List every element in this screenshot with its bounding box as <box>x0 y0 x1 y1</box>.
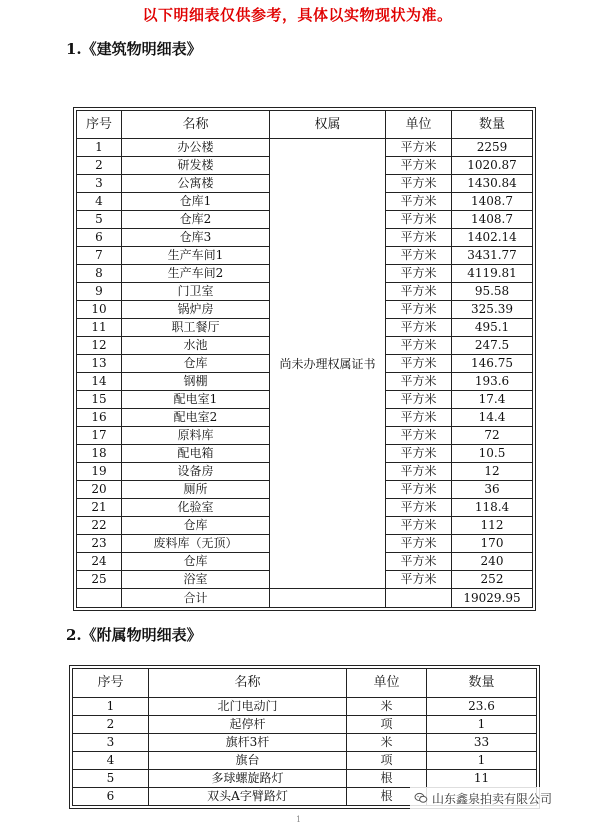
cell-quantity: 1 <box>427 716 537 734</box>
cell-index: 1 <box>73 698 149 716</box>
cell-unit: 平方米 <box>386 571 452 589</box>
cell-name: 仓库 <box>122 553 270 571</box>
section2-title: 2.《附属物明细表》 <box>66 626 202 644</box>
publisher-watermark <box>410 787 556 809</box>
cell-unit: 平方米 <box>386 157 452 175</box>
cell-name: 配电箱 <box>122 445 270 463</box>
cell-unit: 平方米 <box>386 283 452 301</box>
cell-unit: 项 <box>347 752 427 770</box>
cell-unit: 平方米 <box>386 391 452 409</box>
cell-name: 仓库 <box>122 355 270 373</box>
cell-index: 3 <box>73 734 149 752</box>
cell-index: 24 <box>77 553 122 571</box>
cell-name: 配电室2 <box>122 409 270 427</box>
cell-index: 7 <box>77 247 122 265</box>
table-row <box>73 716 537 734</box>
cell-name: 双头A字臂路灯 <box>149 788 347 806</box>
cell-quantity: 1408.7 <box>452 211 533 229</box>
cell-index: 15 <box>77 391 122 409</box>
cell-unit: 米 <box>347 734 427 752</box>
cell-quantity: 10.5 <box>452 445 533 463</box>
table-row <box>73 734 537 752</box>
cell-name: 起停杆 <box>149 716 347 734</box>
cell-index: 11 <box>77 319 122 337</box>
cell-unit: 平方米 <box>386 265 452 283</box>
cell-quantity: 33 <box>427 734 537 752</box>
cell-index: 23 <box>77 535 122 553</box>
cell-unit: 平方米 <box>386 337 452 355</box>
cell-index: 14 <box>77 373 122 391</box>
page-number: 1 <box>296 815 302 824</box>
cell-quantity: 1 <box>427 752 537 770</box>
cell-unit: 平方米 <box>386 193 452 211</box>
notice-text: 以下明细表仅供参考，具体以实物现状为准。 <box>142 6 453 24</box>
cell-unit: 平方米 <box>386 247 452 265</box>
cell-name: 水池 <box>122 337 270 355</box>
cell-unit: 平方米 <box>386 517 452 535</box>
auxiliary-table <box>72 668 537 806</box>
cell-quantity: 95.58 <box>452 283 533 301</box>
col-header-ownership: 权属 <box>270 111 386 139</box>
cell-index: 6 <box>77 229 122 247</box>
cell-name: 原料库 <box>122 427 270 445</box>
cell-index: 25 <box>77 571 122 589</box>
cell-quantity: 1408.7 <box>452 193 533 211</box>
cell-quantity: 112 <box>452 517 533 535</box>
cell-index: 19 <box>77 463 122 481</box>
cell-name: 研发楼 <box>122 157 270 175</box>
cell-quantity: 14.4 <box>452 409 533 427</box>
cell-quantity: 4119.81 <box>452 265 533 283</box>
cell-name: 浴室 <box>122 571 270 589</box>
cell-name: 旗杆3杆 <box>149 734 347 752</box>
table-row <box>73 752 537 770</box>
cell-name: 旗台 <box>149 752 347 770</box>
cell-quantity: 118.4 <box>452 499 533 517</box>
col-header-index: 序号 <box>77 111 122 139</box>
cell-quantity: 252 <box>452 571 533 589</box>
cell-name: 公寓楼 <box>122 175 270 193</box>
cell-index: 3 <box>77 175 122 193</box>
cell-quantity: 12 <box>452 463 533 481</box>
cell-index: 2 <box>73 716 149 734</box>
cell-unit: 平方米 <box>386 211 452 229</box>
cell-index: 17 <box>77 427 122 445</box>
cell-name: 生产车间2 <box>122 265 270 283</box>
section1-title: 1.《建筑物明细表》 <box>66 40 202 58</box>
cell-index: 6 <box>73 788 149 806</box>
cell-index: 9 <box>77 283 122 301</box>
cell-unit: 平方米 <box>386 499 452 517</box>
table-row <box>77 139 533 157</box>
cell-name: 仓库3 <box>122 229 270 247</box>
cell-name: 门卫室 <box>122 283 270 301</box>
cell-ownership: 尚未办理权属证书 <box>270 139 386 589</box>
cell-quantity: 495.1 <box>452 319 533 337</box>
cell-index: 20 <box>77 481 122 499</box>
cell-quantity: 36 <box>452 481 533 499</box>
cell-index: 2 <box>77 157 122 175</box>
cell-unit: 平方米 <box>386 481 452 499</box>
cell-quantity: 1020.87 <box>452 157 533 175</box>
cell-unit: 平方米 <box>386 175 452 193</box>
cell-index: 4 <box>77 193 122 211</box>
cell-name: 厕所 <box>122 481 270 499</box>
cell-unit: 平方米 <box>386 229 452 247</box>
cell-quantity: 193.6 <box>452 373 533 391</box>
cell-unit: 平方米 <box>386 301 452 319</box>
cell-index: 18 <box>77 445 122 463</box>
cell-unit: 平方米 <box>386 139 452 157</box>
col-header-name: 名称 <box>149 669 347 698</box>
col-header-unit: 单位 <box>386 111 452 139</box>
col-header-quantity: 数量 <box>427 669 537 698</box>
cell-quantity: 240 <box>452 553 533 571</box>
cell-quantity: 325.39 <box>452 301 533 319</box>
col-header-unit: 单位 <box>347 669 427 698</box>
cell-name: 仓库2 <box>122 211 270 229</box>
cell-index: 12 <box>77 337 122 355</box>
col-header-quantity: 数量 <box>452 111 533 139</box>
cell-index: 22 <box>77 517 122 535</box>
cell-name: 化验室 <box>122 499 270 517</box>
cell-index: 5 <box>77 211 122 229</box>
total-row <box>77 589 533 608</box>
cell-index: 1 <box>77 139 122 157</box>
cell-quantity: 23.6 <box>427 698 537 716</box>
cell-quantity: 1402.14 <box>452 229 533 247</box>
cell-name: 配电室1 <box>122 391 270 409</box>
building-table <box>76 110 533 608</box>
cell-unit: 平方米 <box>386 355 452 373</box>
cell-quantity: 247.5 <box>452 337 533 355</box>
cell-unit: 米 <box>347 698 427 716</box>
cell-index: 21 <box>77 499 122 517</box>
cell-name: 废料库（无顶） <box>122 535 270 553</box>
wechat-icon <box>414 791 428 805</box>
cell-name: 设备房 <box>122 463 270 481</box>
table-row <box>73 770 537 788</box>
cell-quantity: 2259 <box>452 139 533 157</box>
total-value: 19029.95 <box>452 589 533 608</box>
cell-unit: 平方米 <box>386 319 452 337</box>
col-header-name: 名称 <box>122 111 270 139</box>
cell-unit: 根 <box>347 788 427 806</box>
cell-quantity: 11 <box>427 770 537 788</box>
cell-unit: 平方米 <box>386 427 452 445</box>
cell-index: 4 <box>73 752 149 770</box>
cell-index: 10 <box>77 301 122 319</box>
cell-name: 多球螺旋路灯 <box>149 770 347 788</box>
cell-quantity: 170 <box>452 535 533 553</box>
cell-name: 钢棚 <box>122 373 270 391</box>
cell-unit: 平方米 <box>386 445 452 463</box>
cell-unit: 平方米 <box>386 553 452 571</box>
cell-unit: 根 <box>347 770 427 788</box>
cell-unit: 项 <box>347 716 427 734</box>
cell-quantity: 17.4 <box>452 391 533 409</box>
total-label: 合计 <box>122 589 270 608</box>
cell-quantity: 146.75 <box>452 355 533 373</box>
cell-quantity: 1430.84 <box>452 175 533 193</box>
cell-name: 仓库 <box>122 517 270 535</box>
cell-name: 锅炉房 <box>122 301 270 319</box>
table-header-row <box>73 669 537 698</box>
cell-index: 5 <box>73 770 149 788</box>
cell-index: 16 <box>77 409 122 427</box>
cell-unit: 平方米 <box>386 463 452 481</box>
cell-name: 办公楼 <box>122 139 270 157</box>
cell-quantity: 3431.77 <box>452 247 533 265</box>
cell-name: 北门电动门 <box>149 698 347 716</box>
col-header-index: 序号 <box>73 669 149 698</box>
table-header-row <box>77 111 533 139</box>
cell-name: 仓库1 <box>122 193 270 211</box>
cell-index: 8 <box>77 265 122 283</box>
table-row <box>73 698 537 716</box>
cell-unit: 平方米 <box>386 535 452 553</box>
cell-name: 生产车间1 <box>122 247 270 265</box>
cell-unit: 平方米 <box>386 373 452 391</box>
watermark-text: 山东鑫泉拍卖有限公司 <box>432 791 553 806</box>
cell-quantity: 72 <box>452 427 533 445</box>
cell-unit: 平方米 <box>386 409 452 427</box>
cell-index: 13 <box>77 355 122 373</box>
cell-name: 职工餐厅 <box>122 319 270 337</box>
